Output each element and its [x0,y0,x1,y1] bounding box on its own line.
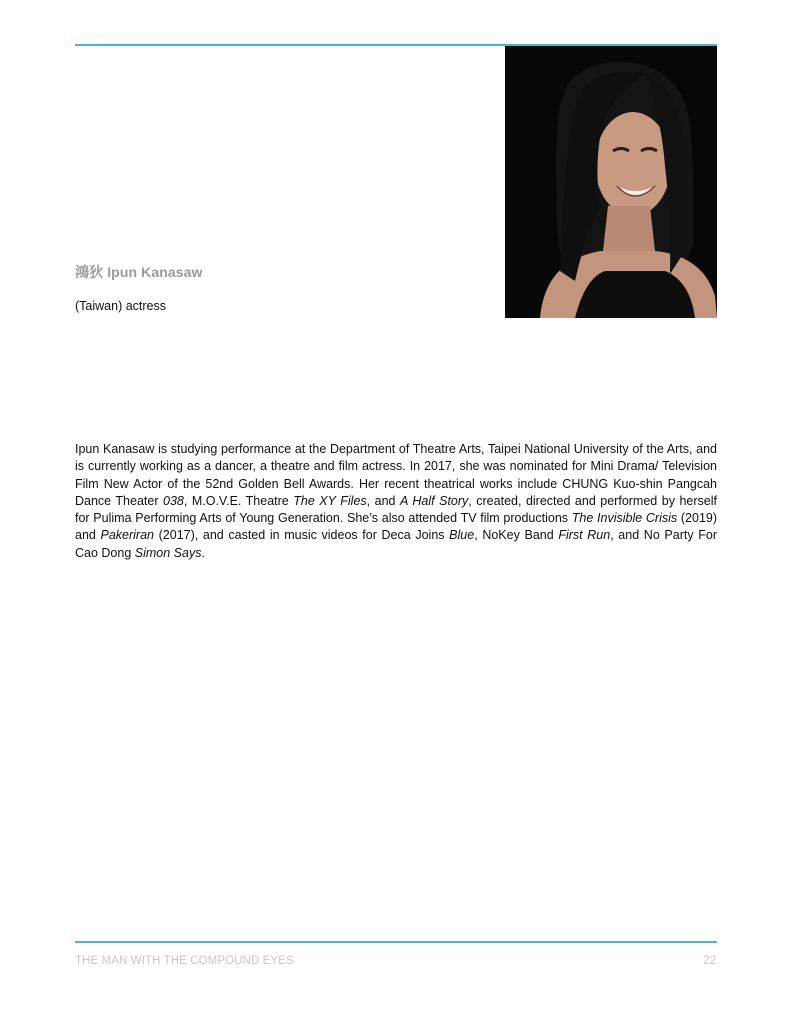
footer-publication-title: THE MAN WITH THE COMPOUND EYES [75,955,294,967]
biography-title-italic: First Run [558,528,611,543]
biography-text: , and No Party For Cao Dong [75,528,717,560]
biography-text: . [201,545,205,560]
biography-paragraph [75,441,717,562]
biography-text: , M.O.V.E. Theatre [183,493,294,508]
portrait-photo [505,46,717,318]
biography-text: , and [366,493,400,508]
biography-title-italic: A Half Story [400,493,469,508]
performer-role: (Taiwan) actress [75,299,166,313]
biography-text: (2019) and [75,511,718,543]
performer-name: 鴻狄 Ipun Kanasaw [75,264,203,280]
biography-title-italic: Simon Says [134,545,202,560]
page-number: 22 [703,955,716,967]
biography-title-italic: The Invisible Crisis [571,511,678,526]
footer-rule [75,941,717,943]
biography-title-italic: The XY Files [293,493,367,508]
biography-title-italic: Blue [449,528,475,543]
biography-text: Ipun Kanasaw is studying performance at the Department of Theatre Arts, Taipei National University of the Arts, and is currently working as a dancer, a theatre and film actress. In 2017, she was nominated for Mini Drama/ Television Film New Actor of the 52nd Golden Bell Awards. Her recent theatrical works include CHUNG Kuo-shin Pangcah Dance Theater [75,442,717,508]
biography-title-italic: Pakeriran [100,528,154,543]
biography-text: , NoKey Band [474,528,559,543]
biography-title-italic: 038 [163,493,184,508]
biography-text: (2017), and casted in music videos for Deca Joins [154,528,450,543]
biography-text: , created, directed and performed by herself for Pulima Performing Arts of Young Generation. She’s also attended TV film productions [75,493,717,526]
